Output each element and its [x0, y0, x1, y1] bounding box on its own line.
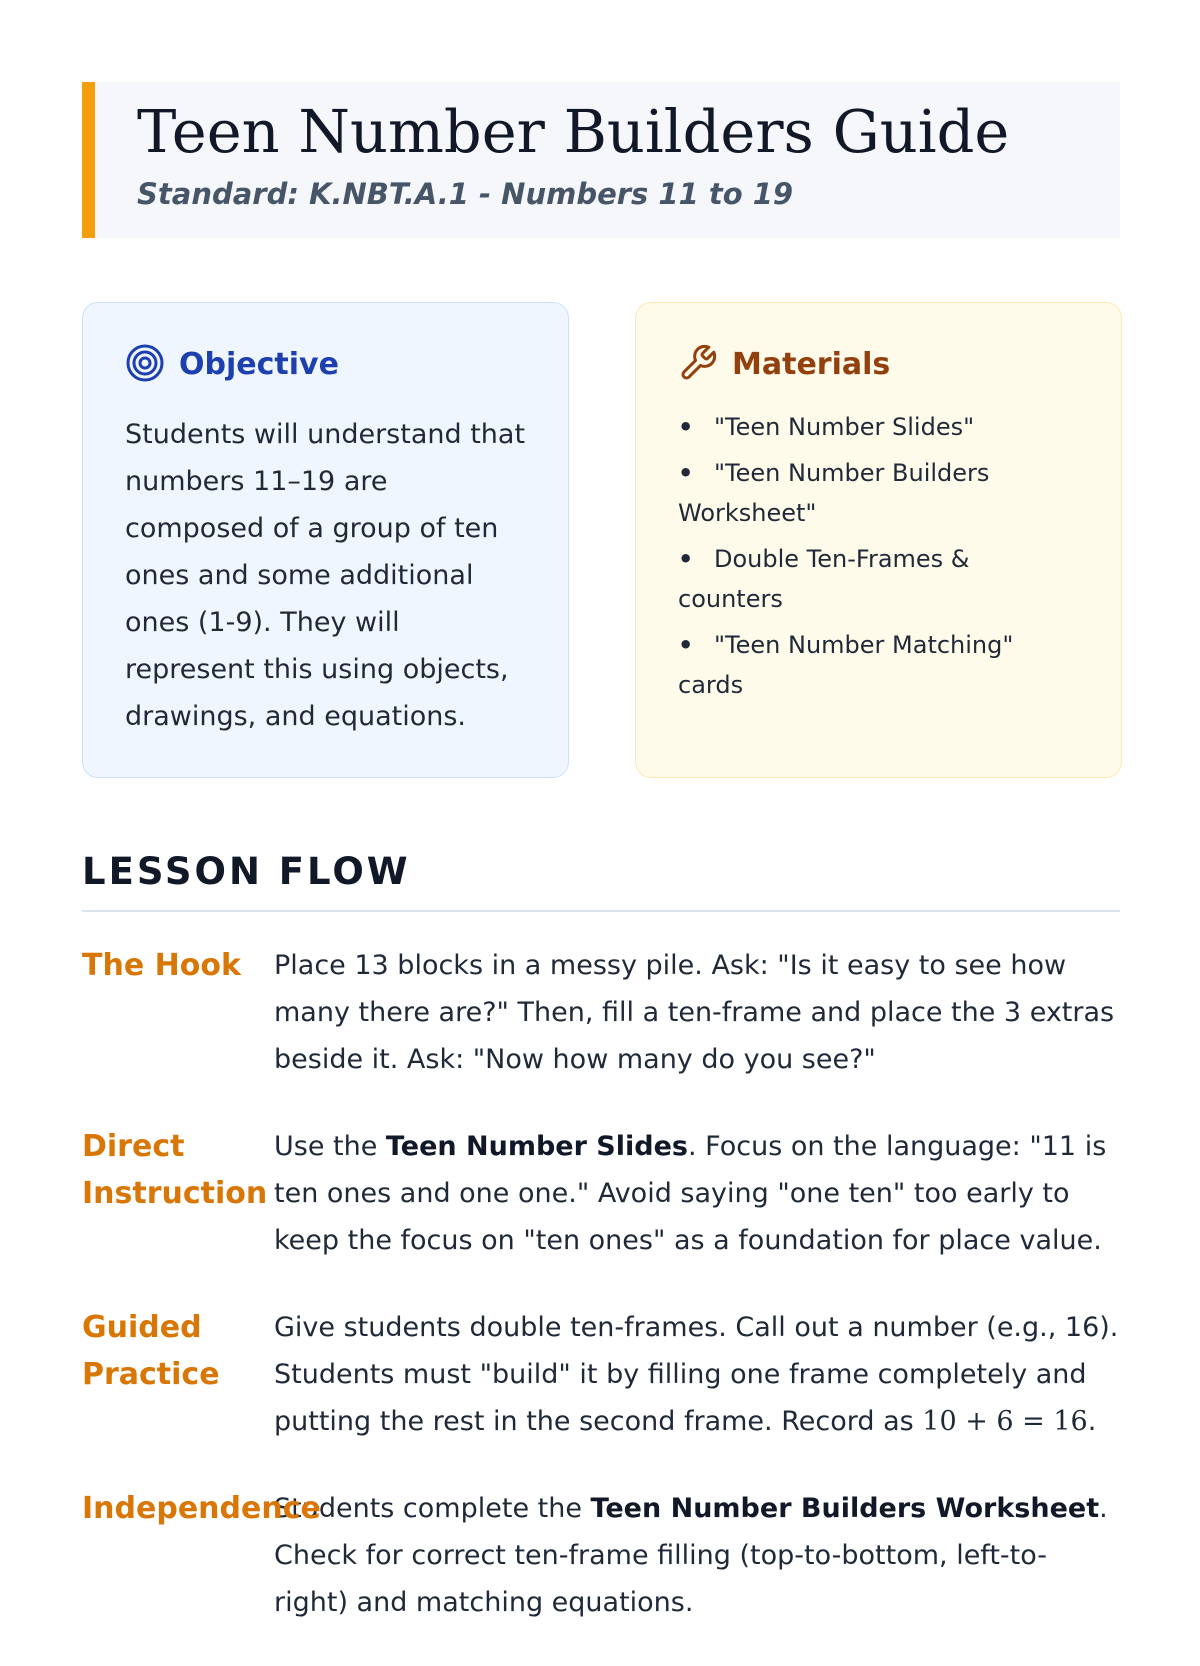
list-item: • "Teen Number Builders Worksheet"	[678, 459, 990, 527]
resource-name: Teen Number Slides	[385, 1131, 688, 1162]
section-divider	[82, 910, 1120, 912]
equation: 10 + 6 = 16	[922, 1406, 1088, 1437]
objective-text: Students will understand that numbers 11–19 are composed of a group of ten ones and some additional ones (1-9). They will represent this using objects, drawings, and equations.	[125, 419, 526, 732]
list-item: • Double Ten-Frames & counters	[678, 545, 970, 613]
target-icon	[125, 343, 165, 387]
lesson-flow-heading: LESSON FLOW	[82, 850, 411, 893]
materials-header	[678, 341, 1081, 389]
materials-card	[635, 302, 1122, 778]
materials-title: Materials	[732, 347, 891, 382]
flow-step-guided-practice	[82, 1304, 1120, 1445]
standard-subtitle: Standard: K.NBT.A.1 - Numbers 11 to 19	[137, 177, 794, 211]
materials-list	[678, 407, 1081, 705]
lesson-flow	[82, 942, 1120, 1666]
wrench-icon	[678, 343, 718, 387]
step-label: Guided Practice	[82, 1310, 220, 1392]
objective-card	[82, 302, 569, 778]
step-label: The Hook	[82, 948, 241, 983]
step-text: Students complete the Teen Number Builders Worksheet. Check for correct ten-frame filling (top-to-bottom, left-to-right) and matching equations.	[274, 1493, 1108, 1618]
list-item: • "Teen Number Slides"	[678, 413, 975, 441]
lesson-guide-page	[82, 82, 1120, 1618]
page-title: Teen Number Builders Guide	[137, 97, 1010, 166]
list-item: • "Teen Number Matching" cards	[678, 631, 1014, 699]
objective-title: Objective	[179, 347, 339, 382]
flow-step-independence	[82, 1485, 1120, 1626]
info-cards	[82, 302, 1120, 778]
step-text: Give students double ten-frames. Call out a number (e.g., 16). Students must "build" it by filling one frame completely and putting the rest in the second frame. Record as 10 + 6 = 16.	[274, 1312, 1119, 1437]
step-label: Direct Instruction	[82, 1129, 268, 1211]
step-text: Use the Teen Number Slides. Focus on the language: "11 is ten ones and one one." Avoid saying "one ten" too early to keep the focus on "ten ones" as a foundation for place value.	[274, 1131, 1107, 1256]
flow-step-direct-instruction	[82, 1123, 1120, 1264]
flow-step-hook	[82, 942, 1120, 1083]
step-label: Independence	[82, 1491, 321, 1526]
resource-name: Teen Number Builders Worksheet	[590, 1493, 1100, 1524]
guide-header	[82, 82, 1120, 238]
objective-header	[125, 341, 528, 389]
step-text: Place 13 blocks in a messy pile. Ask: "Is it easy to see how many there are?" Then, fill a ten-frame and place the 3 extras beside it. Ask: "Now how many do you see?"	[274, 950, 1115, 1075]
